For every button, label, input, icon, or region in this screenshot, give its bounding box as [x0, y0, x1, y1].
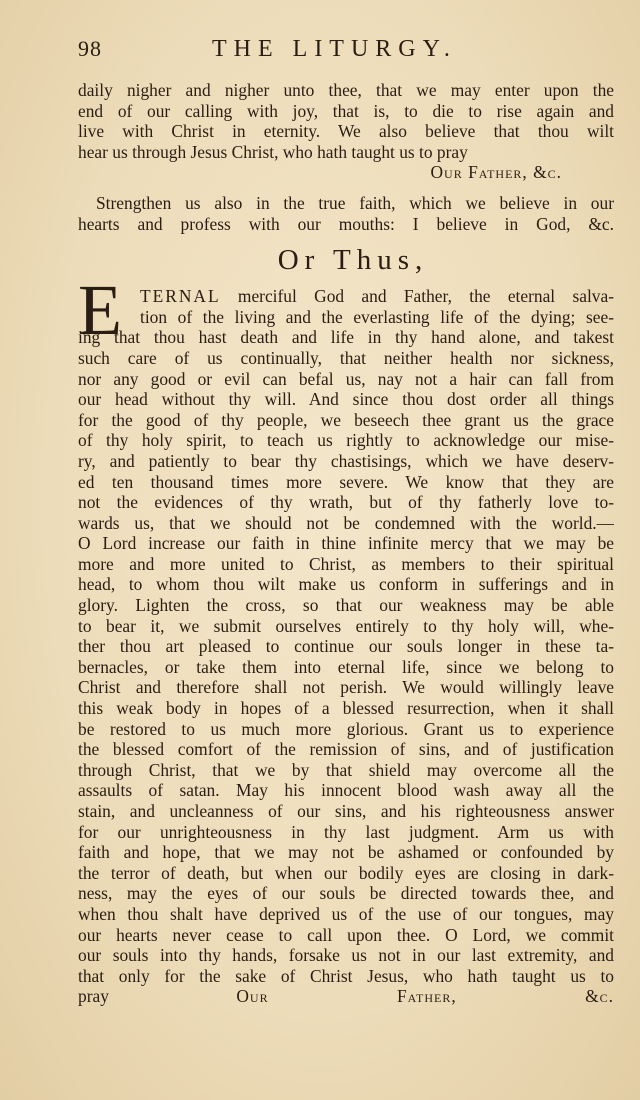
page-body [78, 80, 614, 1007]
text-line: head, to whom thou wilt make us conform in sufferings and in [78, 574, 614, 595]
paragraph-prayer-ending [78, 80, 614, 183]
final-line [78, 986, 614, 1007]
text-line: of thy holy spirit, to teach us rightly to acknowledge our mise- [78, 430, 614, 451]
text-line: assaults of satan. May his innocent blood wash away all the [78, 780, 614, 801]
text-line: ing that thou hast death and life in thy hand alone, and takest [78, 327, 614, 348]
section-heading: Or Thus, [277, 244, 429, 277]
paragraph-alternate-prayer [78, 270, 614, 1007]
text-line: daily nigher and nigher unto thee, that we may enter upon the [78, 80, 614, 100]
page-number: 98 [78, 36, 102, 61]
text-line: live with Christ in eternity. We also believe that thou wilt [78, 121, 614, 142]
text-line: for the good of thy people, we beseech thee grant us the grace [78, 409, 614, 430]
text-line: hearts and profess with our mouths: I believe in God, &c. [78, 213, 614, 234]
text-line: O Lord increase our faith in thine infinite mercy that we may be [78, 533, 614, 554]
text-line: tion of the living and the everlasting life of the dying; see- [140, 306, 614, 327]
text-line: when thou shalt have deprived us of the use of our tongues, may [78, 903, 614, 924]
text-line: wards us, that we should not be condemned with the world.— [78, 512, 614, 533]
text-line: that only for the sake of Christ Jesus, who hath taught us to [78, 965, 614, 986]
paragraph-creed [78, 193, 614, 234]
first-word: TERNAL [140, 286, 221, 307]
text-line: Christ and therefore shall not perish. We would willingly leave [78, 677, 614, 698]
last-word: pray [78, 986, 109, 1007]
text-line: not the evidences of thy wrath, but of thy fatherly love to- [78, 492, 614, 513]
line1-rest: merciful God and Father, the eternal salva- [237, 286, 614, 307]
paragraph-lines [78, 327, 614, 986]
our-father-closing-final: Our Father, &c. [236, 986, 614, 1007]
text-line: our souls into thy hands, forsake us not in our last extremity, and [78, 945, 614, 966]
text-line: for our unrighteousness in thy last judgment. Arm us with [78, 821, 614, 842]
text-line: nor any good or evil can befal us, nay not a hair can fall from [78, 368, 614, 389]
text-line: to bear it, we submit ourselves entirely to thy holy will, whe- [78, 615, 614, 636]
text-line: our head without thy will. And since thou dost order all things [78, 389, 614, 410]
text-line: ness, may the eyes of our souls be directed towards thee, and [78, 883, 614, 904]
drop-cap: E [78, 270, 122, 351]
text-line: Strengthen us also in the true faith, which we believe in our [96, 192, 614, 213]
our-father-closing: Our Father, &c. [430, 162, 562, 183]
text-line: end of our calling with joy, that is, to die to rise again and [78, 100, 614, 121]
text-line: faith and hope, that we may not be ashamed or confounded by [78, 842, 614, 863]
text-line-first [78, 286, 614, 307]
text-line: such care of us continually, that neither health nor sickness, [78, 347, 614, 368]
text-line: this weak body in hopes of a blessed resurrection, when it shall [78, 698, 614, 719]
text-line: be restored to us much more glorious. Grant us to experience [78, 718, 614, 739]
text-line: glory. Lighten the cross, so that our weakness may be able [78, 595, 614, 616]
text-line: ry, and patiently to bear thy chastisings, which we have deserv- [78, 450, 614, 471]
text-line: more and more united to Christ, as members to their spiritual [78, 553, 614, 574]
running-title: THE LITURGY. [212, 36, 457, 62]
text-line: bernacles, or take them into eternal life, since we belong to [78, 656, 614, 677]
text-line: through Christ, that we by that shield may overcome all the [78, 759, 614, 780]
text-line: the terror of death, but when our bodily eyes are closing in dark- [78, 862, 614, 883]
text-line: ther thou art pleased to continue our souls longer in these ta- [78, 636, 614, 657]
text-line: our hearts never cease to call upon thee. O Lord, we commit [78, 924, 614, 945]
text-line: hear us through Jesus Christ, who hath taught us to pray [78, 141, 468, 162]
text-line: stain, and uncleanness of our sins, and his righteousness answer [78, 801, 614, 821]
text-line: the blessed comfort of the remission of sins, and of justification [78, 739, 614, 760]
text-line: ed ten thousand times more severe. We know that they are [78, 471, 614, 492]
page-header [78, 36, 614, 70]
